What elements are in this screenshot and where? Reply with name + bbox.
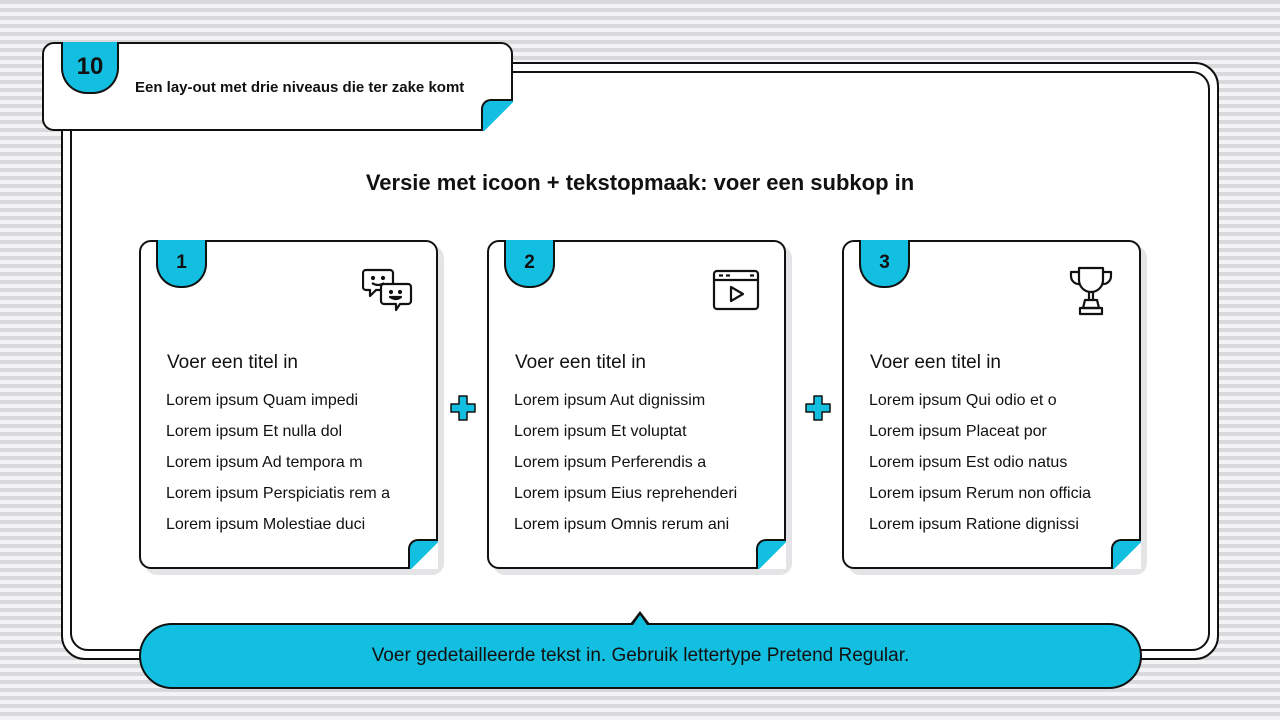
plus-icon: [450, 395, 476, 421]
card-title: Voer een titel in: [515, 352, 646, 373]
plus-icon: [805, 395, 831, 421]
list-item: Lorem ipsum Et nulla dol: [166, 423, 343, 440]
list-item: Lorem ipsum Qui odio et o: [869, 392, 1057, 409]
header-tab: [42, 42, 513, 131]
page-fold-corner: [481, 99, 513, 131]
card-list: [166, 392, 390, 547]
page-fold-corner: [1111, 539, 1141, 569]
callout-pointer-fill: [633, 615, 647, 625]
card-1: [139, 240, 438, 569]
list-item: Lorem ipsum Ratione dignissi: [869, 516, 1079, 533]
section-number-badge: 10: [61, 42, 119, 94]
list-item: Lorem ipsum Ad tempora m: [166, 454, 363, 471]
chat-bubbles-icon: [362, 266, 414, 318]
list-item: Lorem ipsum Placeat por: [869, 423, 1047, 440]
page-fold-corner: [756, 539, 786, 569]
list-item: Lorem ipsum Omnis rerum ani: [514, 516, 730, 533]
footer-callout: [139, 623, 1142, 689]
list-item: Lorem ipsum Est odio natus: [869, 454, 1068, 471]
card-number: 2: [504, 240, 555, 288]
list-item: Lorem ipsum Perspiciatis rem a: [166, 485, 391, 502]
list-item: Lorem ipsum Rerum non officia: [869, 485, 1092, 502]
page-fold-corner: [408, 539, 438, 569]
card-list: [514, 392, 737, 547]
card-2: [487, 240, 786, 569]
card-3: [842, 240, 1141, 569]
list-item: Lorem ipsum Molestiae duci: [166, 516, 366, 533]
video-player-icon: [710, 266, 762, 318]
list-item: Lorem ipsum Et voluptat: [514, 423, 687, 440]
slide-subtitle: Versie met icoon + tekstopmaak: voer een subkop in: [365, 170, 915, 195]
card-list: [869, 392, 1091, 547]
footer-text: Voer gedetailleerde tekst in. Gebruik lettertype Pretend Regular.: [371, 645, 910, 666]
list-item: Lorem ipsum Perferendis a: [514, 454, 707, 471]
header-title: Een lay-out met drie niveaus die ter zake komt: [135, 79, 465, 96]
list-item: Lorem ipsum Eius reprehenderi: [514, 485, 738, 502]
trophy-icon: [1065, 266, 1117, 318]
list-item: Lorem ipsum Quam impedi: [166, 392, 359, 409]
card-number: 3: [859, 240, 910, 288]
card-title: Voer een titel in: [167, 352, 298, 373]
card-title: Voer een titel in: [870, 352, 1001, 373]
list-item: Lorem ipsum Aut dignissim: [514, 392, 706, 409]
card-number: 1: [156, 240, 207, 288]
